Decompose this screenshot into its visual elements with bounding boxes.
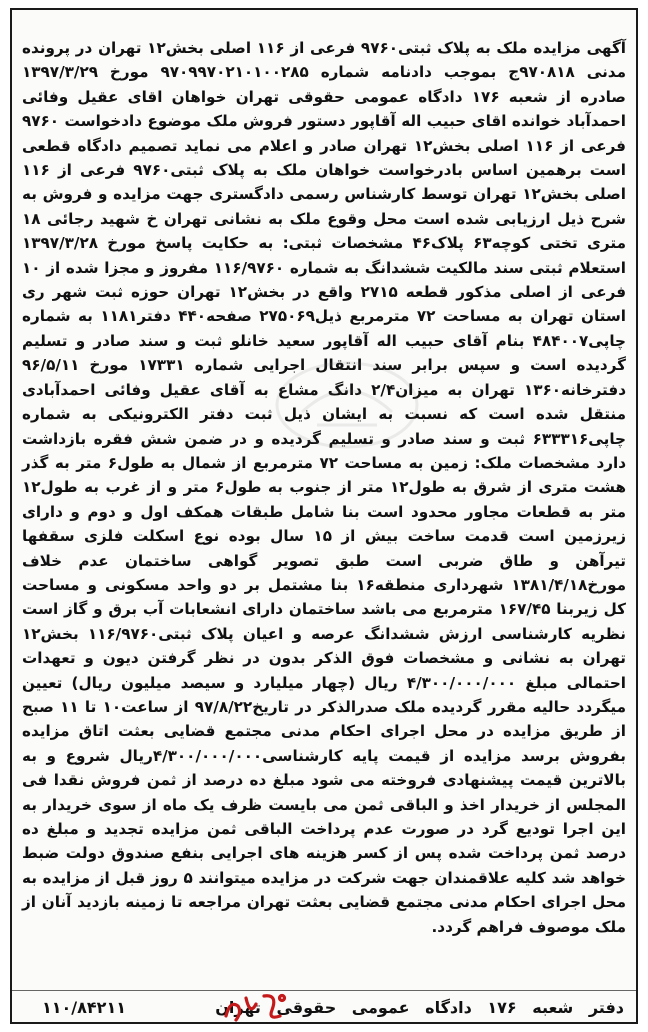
watermark-logo: [262, 350, 432, 460]
notice-box: [10, 8, 638, 1024]
notice-body-text: آگهی مزایده ملک به پلاک ثبتی۹۷۶۰ فرعی از ۱۱۶ اصلی بخش۱۲ تهران در پرونده مدنی ۹۷۰۸۱۸ج بموجب دادنامه شماره ۹۷۰۹۹۷۰۲۱۰۱۰۰۲۸۵ مورخ ۱۳۹۷/۳/۲۹ صادره از شعبه ۱۷۶ دادگاه عمومی حقوقی تهران خواهان اقای عقیل وفائی احمدآباد خوانده اقای حبیب اله آقاپور دستور فروش ملک موضوع دادخواست ۹۷۶۰ فرعی از ۱۱۶ اصلی بخش۱۲ تهران صادر و اعلام می نماید تصمیم دادگاه قطعی است برهمین اساس بادرخواست خواهان ملک به پلاک ثبتی۹۷۶۰ فرعی از ۱۱۶ اصلی بخش۱۲ تهران توسط کارشناس رسمی دادگستری جهت مزایده و فروش به شرح ذیل ارزیابی شده است محل وقوع ملک به نشانی تهران خ شهید رجائی ۱۸ متری تختی کوچه۶۳ پلاک۴۶ مشخصات ثبتی: به حکایت پاسخ مورخ ۱۳۹۷/۳/۲۸ استعلام ثبتی سند مالکیت ششدانگ به شماره ۱۱۶/۹۷۶۰ مفروز و مجزا شده از ۱۰ فرعی از اصلی مذکور قطعه ۲۷۱۵ واقع در بخش۱۲ تهران حوزه ثبت شهر ری استان تهران به مساحت ۷۲ مترمربع ذیل۲۷۵۰۶۹ صفحه۴۴۰ دفتر۱۱۸۱ به شماره چاپی۴۸۴۰۰۷ بنام آقای حبیب اله آقاپور سعید خانلو ثبت و سند صادر و تسلیم گردیده است و سپس برابر سند انتقال اجرایی شماره ۱۷۳۳۱ مورخ ۹۶/۵/۱۱ دفترخانه۱۳۶۰ تهران به میزان۲/۴ دانگ مشاع به آقای عقیل وفائی احمدآبادی منتقل شده است که نسبت به ایشان ذیل ثبت دفتر الکترونیکی به شماره چاپی۶۳۳۳۱۶ ثبت و سند صادر و تسلیم گردیده و در ضمن شش فقره بازداشت دارد مشخصات ملک: زمین به مساحت ۷۲ مترمربع از شمال به طول۶ متر به گذر هشت متری از شرق به طول۱۲ متر از جنوب به طول۶ متر و از غرب به طول۱۲ متر به قطعات مجاور محدود است بنا شامل طبقات همکف اول و دوم و دارای زیرزمین است قدمت ساخت بیش از ۱۵ سال بوده نوع اسکلت فلزی سقفها تیرآهن و طاق ضربی است طبق تصویر گواهی ساختمان عدم خلاف مورخ۱۳۸۱/۴/۱۸ شهرداری منطقه۱۶ بنا مشتمل بر دو واحد مسکونی و مساحت کل زیربنا ۱۶۷/۴۵ مترمربع می باشد ساختمان دارای انشعابات آب برق و گاز است نظریه کارشناسی ارزش ششدانگ عرصه و اعیان پلاک ثبتی۱۱۶/۹۷۶۰ بخش۱۲ تهران به نشانی و مشخصات فوق الذکر بدون در نظر گرفتن دیون و تعهدات احتمالی مبلغ ۴/۳۰۰/۰۰۰/۰۰۰ ریال (چهار میلیارد و سیصد میلیون ریال) تعیین میگردد حالیه مقرر گردیده ملک صدرالذکر در تاریخ۹۷/۸/۲۲ از ساعت۱۰ تا ۱۱ صبح از طریق مزایده در محل اجرای احکام مدنی مجتمع قضایی بعثت اتاق مزایده بفروش برسد مزایده از قیمت پایه کارشناسی۴/۳۰۰/۰۰۰/۰۰۰ریال شروع و به بالاترین قیمت پیشنهادی فروخته می شود مبلغ ده درصد از ثمن فروش نقدا فی المجلس از خریدار اخذ و الباقی ثمن می بایست ظرف یک ماه از سوی خریدار به این اجرا تودیع گرد در صورت عدم پرداخت الباقی ثمن مزایده تجدید و مبلغ ده درصد ثمن پرداخت شده پس از کسر هزینه های اجرایی بنفع صندوق دولت ضبط خواهد شد کلیه علاقمندان جهت شرکت در مزایده میتوانند ۵ روز قبل از مزایده به محل اجرای احکام مدنی مجتمع قضایی بعثت تهران مراجعه تا زمینه بازدید آنان از ملک موصوف فراهم گردد.: [22, 39, 627, 936]
footer-reference-code: ۱۱۰/۸۴۲۱۱: [42, 998, 126, 1017]
notice-footer: [12, 998, 636, 1024]
footer-divider: [12, 990, 636, 991]
handwritten-signature: [220, 986, 292, 1024]
footer-office-name: دفتر شعبه ۱۷۶ دادگاه عمومی حقوقی تهران: [215, 998, 624, 1017]
